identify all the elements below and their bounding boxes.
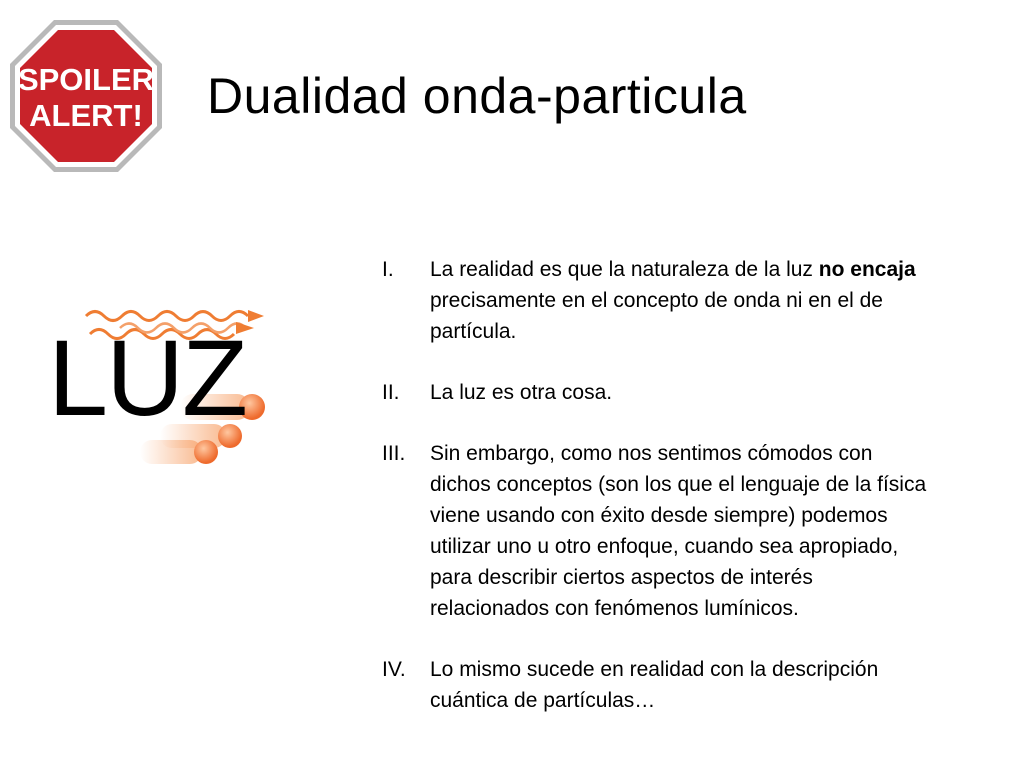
- item-number: II.: [382, 381, 400, 404]
- list-item: [382, 654, 982, 716]
- item-text: [430, 254, 930, 347]
- stop-sign-icon: [8, 18, 164, 174]
- item-text: Sin embargo, como nos sentimos cómodos con dichos conceptos (son los que el lenguaje de la física viene usando con éxito desde siempre) podemos utilizar uno u otro enfoque, cuando sea apropiado, para describir ciertos aspectos de interés relacionados con fenómenos lumínicos.: [430, 442, 927, 620]
- item-text: Lo mismo sucede en realidad con la descripción cuántica de partículas…: [430, 658, 879, 712]
- badge-line1: SPOILER: [17, 62, 155, 97]
- list-item: [382, 377, 982, 408]
- item-number: III.: [382, 442, 406, 465]
- item-number: IV.: [382, 658, 406, 681]
- list-item: [382, 254, 982, 347]
- item-text-part: precisamente en el concepto de onda ni en el de partícula.: [430, 289, 883, 343]
- luz-label: LUZ: [48, 317, 247, 438]
- item-text-bold: no encaja: [818, 258, 916, 281]
- item-number: I.: [382, 258, 394, 281]
- slide-title: Dualidad onda-particula: [207, 68, 747, 124]
- item-text-part: La realidad es que la naturaleza de la luz: [430, 258, 819, 281]
- badge-line2: ALERT!: [29, 98, 143, 133]
- numbered-list: [382, 254, 982, 746]
- list-item: [382, 438, 982, 624]
- item-text: La luz es otra cosa.: [430, 381, 613, 404]
